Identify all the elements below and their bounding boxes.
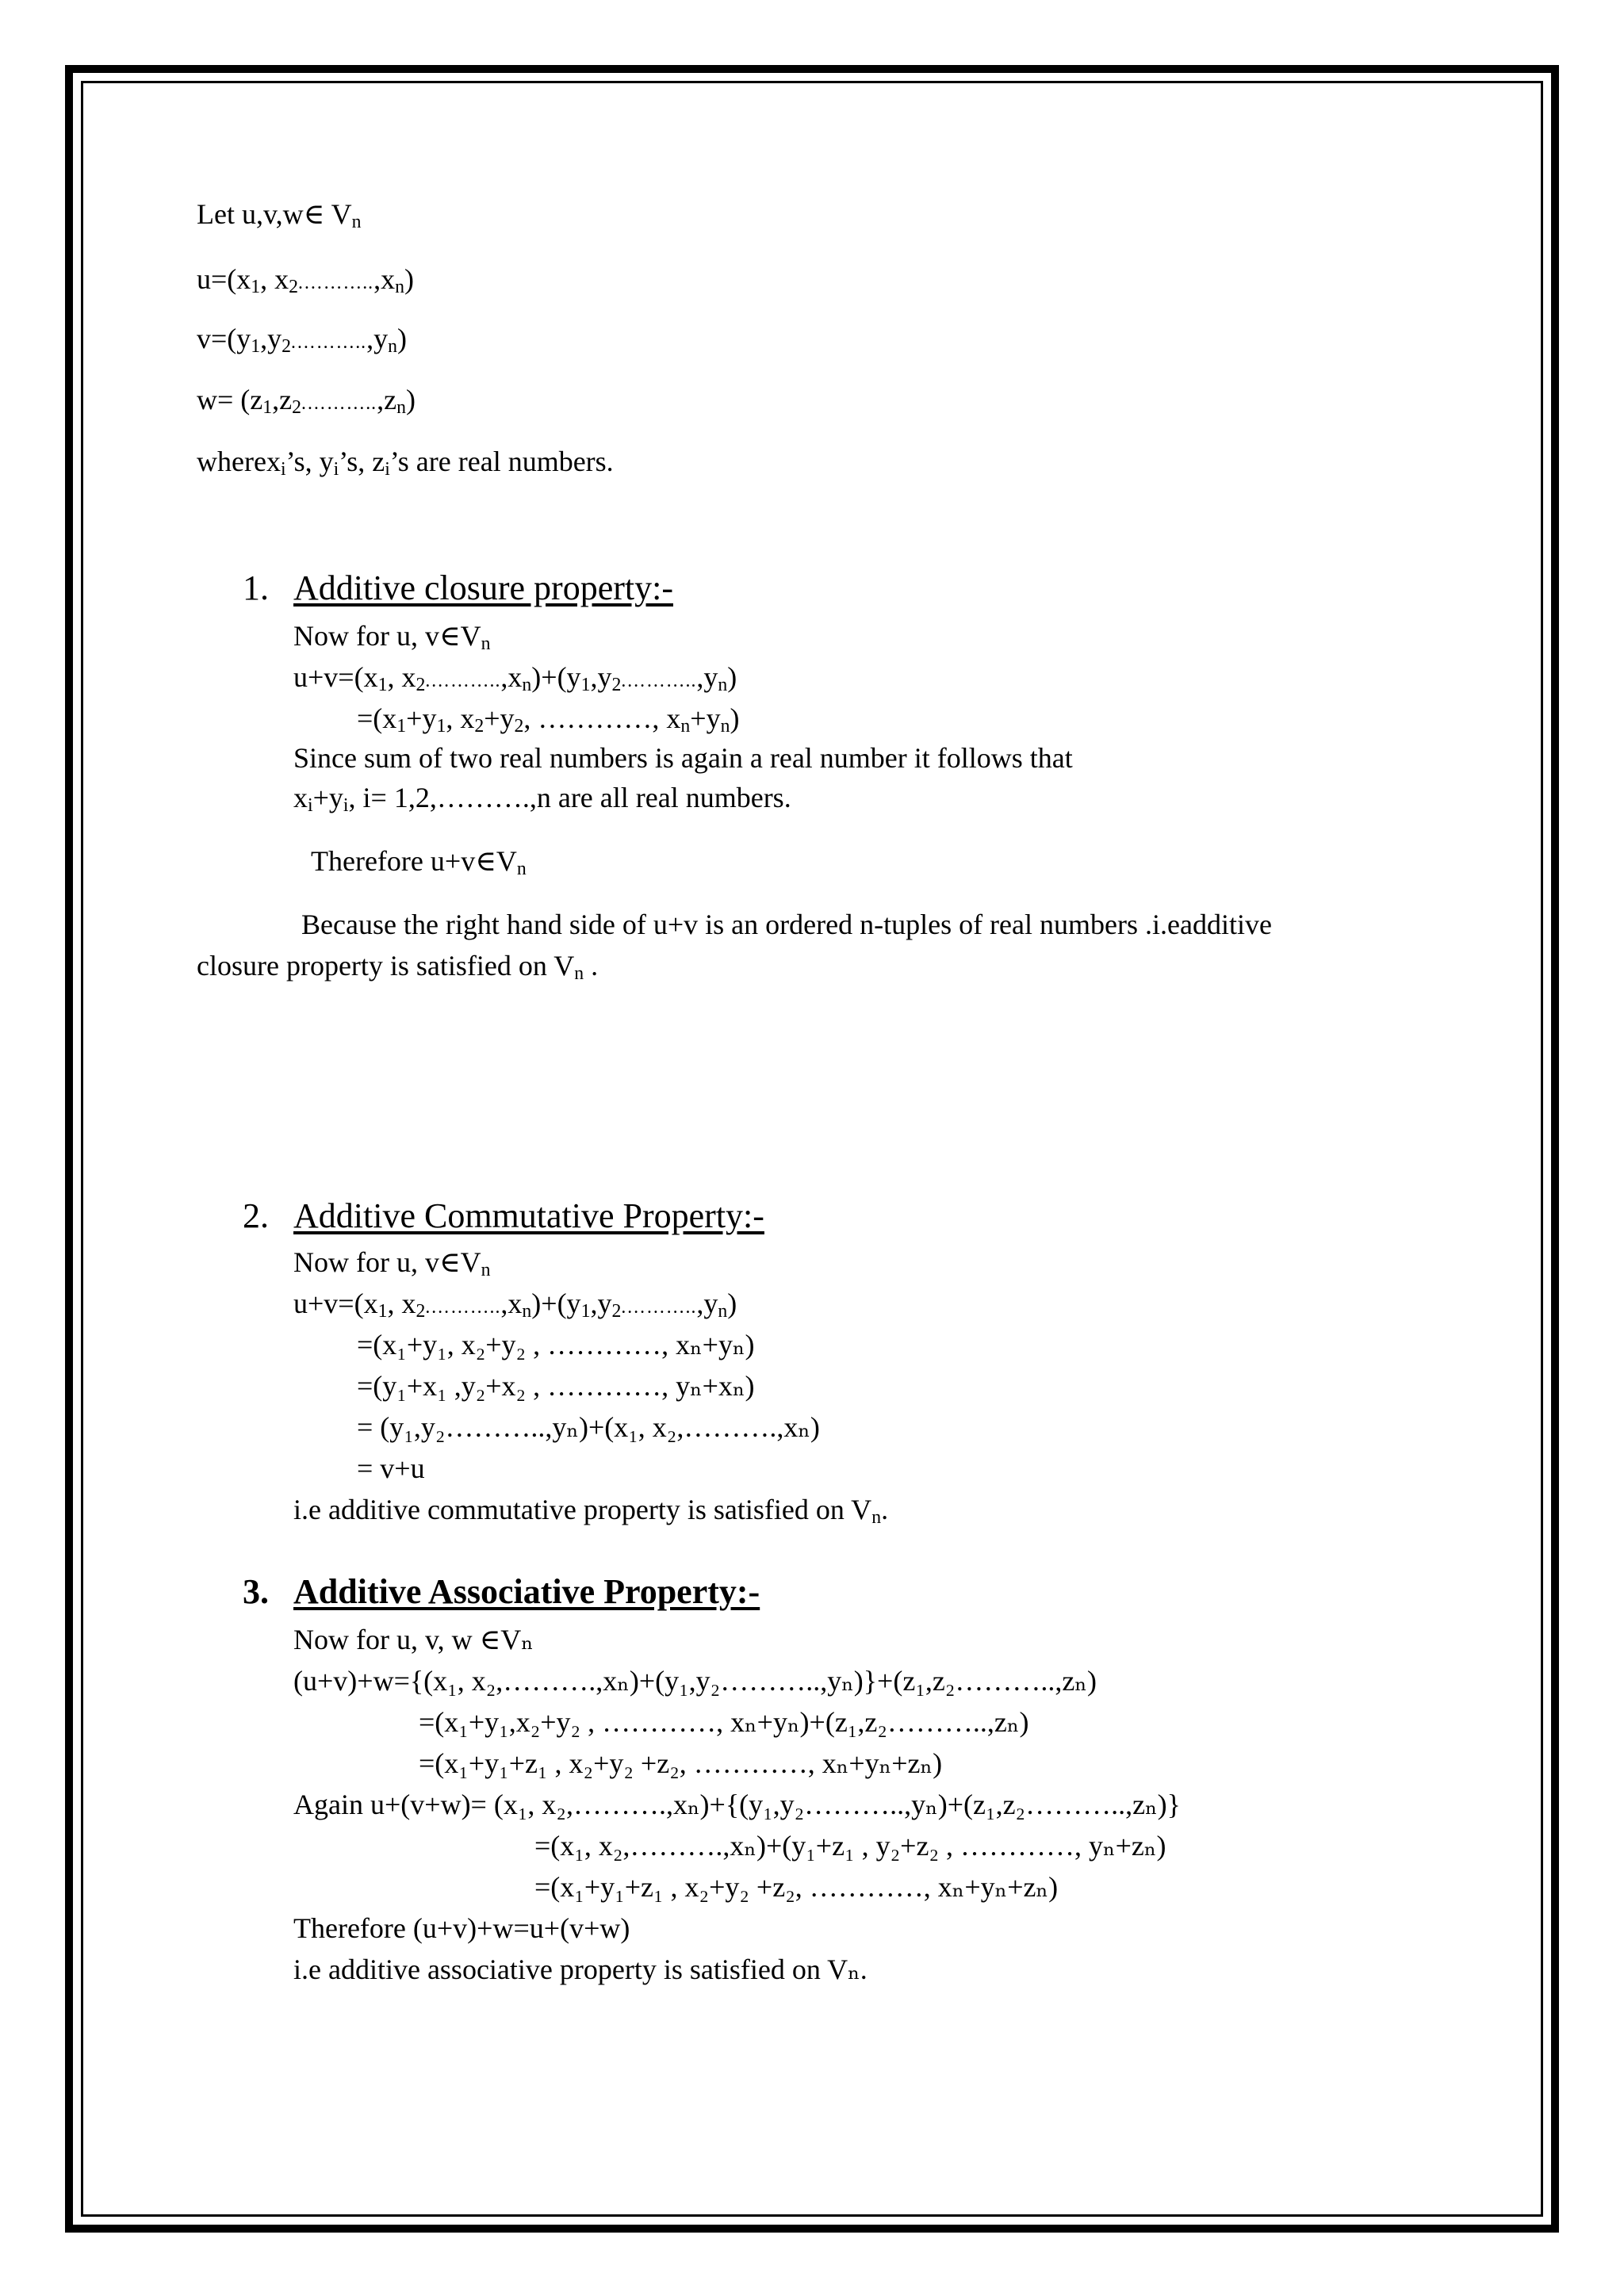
section-2-title: Additive Commutative Property:- [293, 1196, 764, 1235]
intro-u-definition: $u=(x_1$, $x_2.\dots\dots\dots..,x_n$) [197, 263, 414, 297]
s2-step-2: =(y₁+x₁ ,y₂+x₂ , …………, yₙ+xₙ) [357, 1370, 755, 1402]
s1-because-line: Because the right hand side of u+v is an ordered n-tuples of real numbers .i.eadditive [301, 909, 1272, 940]
s1-real-numbers-line: $x_i+y_i$, i= 1,2,……….,n are all real numbers. [293, 782, 791, 816]
s2-conclusion: i.e additive commutative property is satisfied on $V_n$. [293, 1494, 889, 1528]
s3-conclusion: i.e additive associative property is satisfied on Vₙ. [293, 1954, 868, 1985]
s2-step-1: =(x₁+y₁, x₂+y₂ , …………, xₙ+yₙ) [357, 1329, 755, 1360]
s1-therefore-line: Therefore $u+v\in V_n$ [311, 845, 527, 879]
s3-left-step-1: =(x₁+y₁,x₂+y₂ , …………, xₙ+yₙ)+(z₁,z₂………..,zₙ) [419, 1706, 1029, 1738]
s3-right-step-2: =(x₁+y₁+z₁ , x₂+y₂ +z₂, …………, xₙ+yₙ+zₙ) [534, 1871, 1059, 1903]
s1-closure-line: closure property is satisfied on $V_n$ . [197, 950, 599, 984]
s1-since-line: Since sum of two real numbers is again a real number it follows that [293, 742, 1073, 774]
s1-componentwise-sum: $=(x_1+y_1$, $x_2+y_2$, …………, $x_n+y_n$) [357, 702, 740, 737]
s3-now-for-line: Now for u, v, w ∈Vₙ [293, 1624, 534, 1655]
intro-w-definition: $w= (z_1,z_2.\dots\dots\dots..,z_n)$ [197, 384, 416, 418]
section-3-title: Additive Associative Property:- [293, 1572, 760, 1611]
s2-step-3: = (y₁,y₂………..,yₙ)+(x₁, x₂,……….,xₙ) [357, 1411, 820, 1443]
s3-right-grouping: Again u+(v+w)= (x₁, x₂,……….,xₙ)+{(y₁,y₂………..,yₙ)+(z₁,z₂………..,zₙ)} [293, 1789, 1181, 1820]
section-1-number: 1. [243, 568, 269, 607]
intro-v-definition: $v=(y_1,y_2.\dots\dots\dots..,y_n)$ [197, 323, 407, 357]
s3-right-step-1: =(x₁, x₂,……….,xₙ)+(y₁+z₁ , y₂+z₂ , …………, yₙ+zₙ) [534, 1830, 1166, 1862]
s2-step-4: = v+u [357, 1452, 425, 1484]
s2-sum-expression: $u+v=(x_1$, $x_2.\dots\dots\dots..,x_n)+(y_1,y_2.\dots\dots\dots..,y_n)$ [293, 1288, 737, 1322]
s3-left-step-2: =(x₁+y₁+z₁ , x₂+y₂ +z₂, …………, xₙ+yₙ+zₙ) [419, 1747, 943, 1779]
section-1-title: Additive closure property:- [293, 568, 673, 607]
s1-sum-expression: $u+v=(x_1$, $x_2.\dots\dots\dots..,x_n)+(y_1,y_2.\dots\dots\dots..,y_n)$ [293, 661, 737, 695]
s3-therefore-line: Therefore (u+v)+w=u+(v+w) [293, 1912, 630, 1944]
s1-now-for-line: Now for u, $v\in V_n$ [293, 620, 491, 654]
section-2-number: 2. [243, 1196, 269, 1235]
section-3-number: 3. [243, 1572, 269, 1611]
intro-where-line: wherex$_i$’s, $y_i’s$, $z_i’s$ are real numbers. [197, 446, 614, 480]
intro-let-line: Let u,v,w∈ $V_n$ [197, 198, 362, 232]
s2-now-for-line: Now for u, $v\in V_n$ [293, 1246, 491, 1280]
s3-left-grouping: (u+v)+w={(x₁, x₂,……….,xₙ)+(y₁,y₂………..,yₙ)}+(z₁,z₂………..,zₙ) [293, 1665, 1097, 1697]
